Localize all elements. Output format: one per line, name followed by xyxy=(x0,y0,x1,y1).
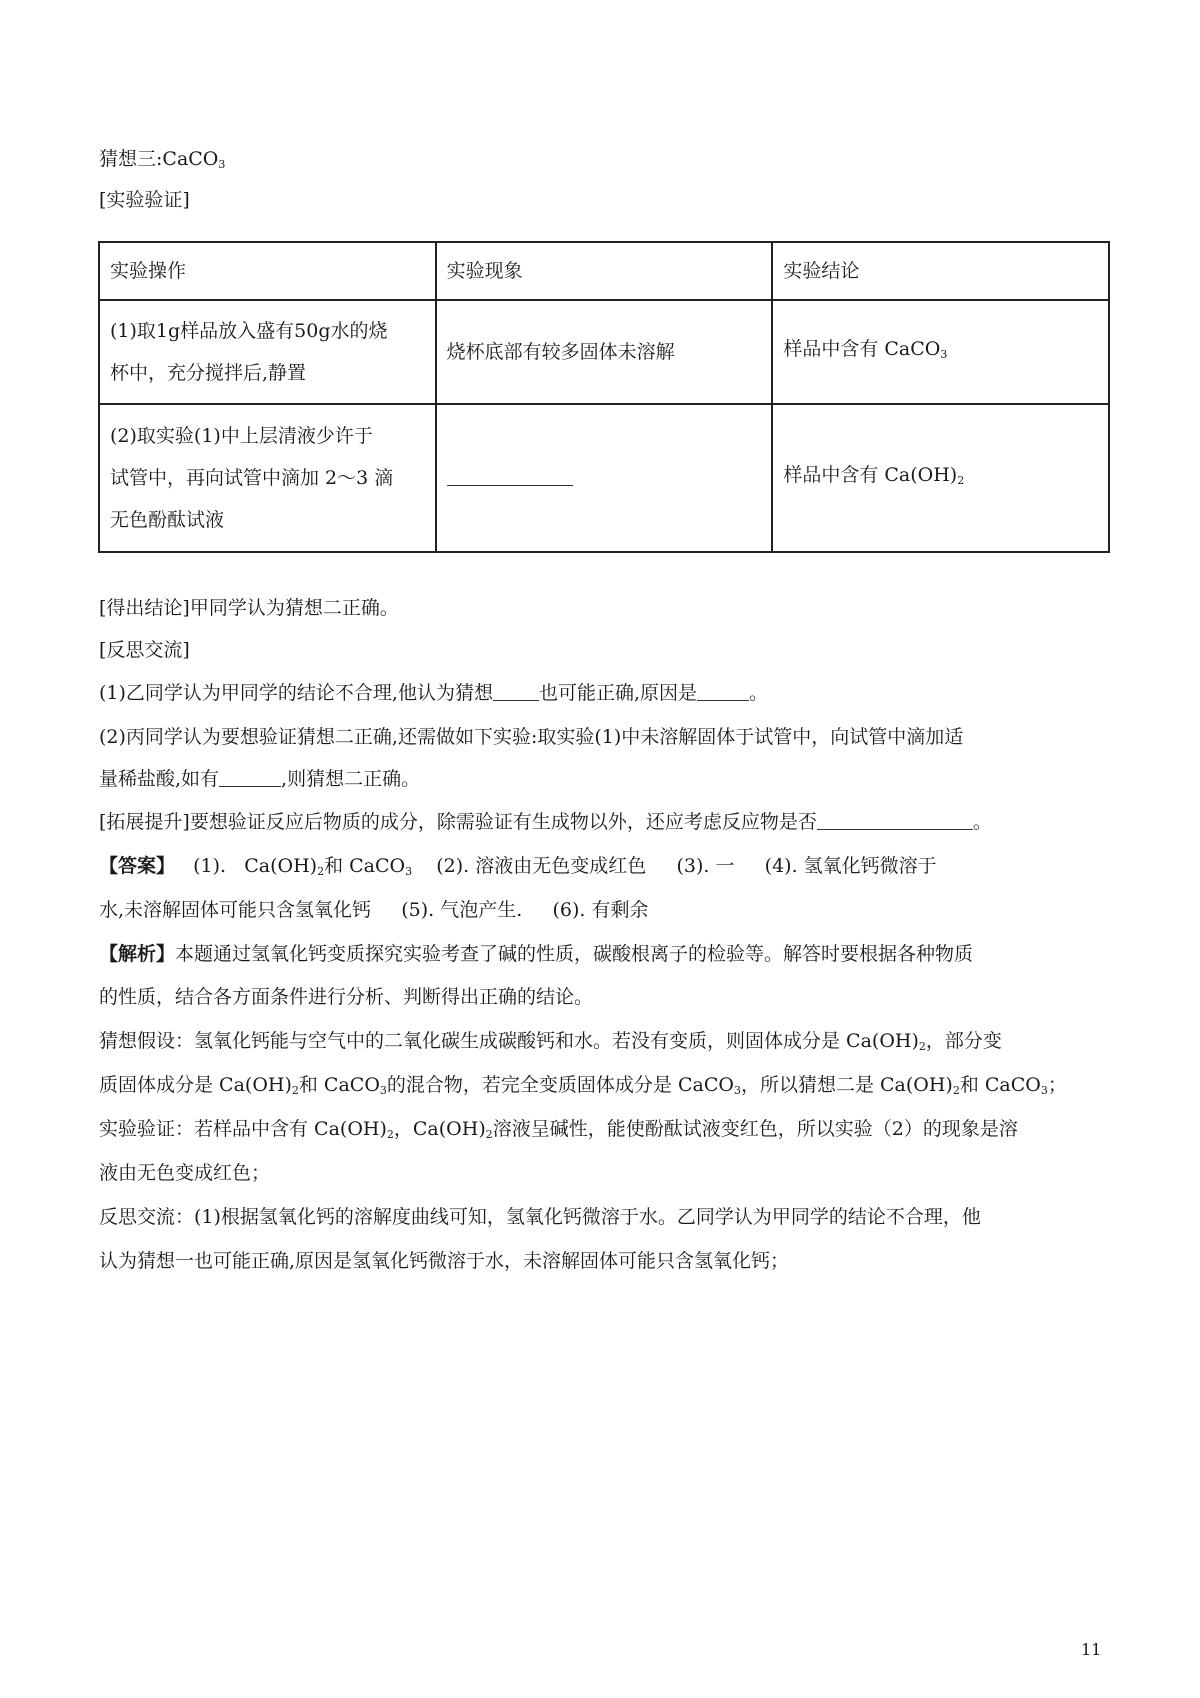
row1-conclusion: 样品中含有 CaCO$_3$ xyxy=(772,300,1109,404)
analysis-line6: 液由无色变成红色； xyxy=(99,1162,271,1184)
analysis-line5: 实验验证：若样品中含有 $Ca(OH)_2$，$Ca(OH)_2$溶液呈碱性，能使酚酞试液变红色，所以实验（2）的现象是溶 xyxy=(99,1118,1018,1141)
question-1: (1)乙同学认为甲同学的结论不合理,他认为猜想 也可能正确,原因是 。 xyxy=(99,682,769,704)
extend-line: [拓展提升]要想验证反应后物质的成分，除需验证有生成物以外，还应考虑反应物是否 。 xyxy=(99,811,992,833)
table-row xyxy=(99,300,1109,404)
analysis-line7: 反思交流：(1)根据氢氧化钙的溶解度曲线可知，氢氧化钙微溶于水。乙同学认为甲同学的结论不合理，他 xyxy=(99,1206,981,1228)
row2-operation: (2)取实验(1)中上层清液少许于 试管中，再向试管中滴加 2～3 滴 无色酚酞试液 xyxy=(99,404,436,552)
conclusion-line: [得出结论]甲同学认为猜想二正确。 xyxy=(99,597,399,619)
question-2-line1: (2)丙同学认为要想验证猜想二正确,还需做如下实验:取实验(1)中未溶解固体于试管中，向试管中滴加适 xyxy=(99,726,964,748)
analysis-line4: 质固体成分是 $Ca(OH)_2$和 CaCO$_3$的混合物，若完全变质固体成分是 CaCO$_3$，所以猜想二是 $Ca(OH)_2$和 CaCO$_3$； xyxy=(99,1074,1067,1097)
row1-operation: (1)取1g样品放入盛有50g水的烧 杯中，充分搅拌后,静置 xyxy=(99,300,436,404)
analysis-line3: 猜想假设：氢氧化钙能与空气中的二氧化碳生成碳酸钙和水。若没有变质，则固体成分是 $Ca(OH)_2$，部分变 xyxy=(99,1030,1002,1053)
page-number: 11 xyxy=(1081,1640,1102,1659)
analysis-line2: 的性质，结合各方面条件进行分析、判断得出正确的结论。 xyxy=(99,986,594,1008)
table-header-row xyxy=(99,242,1109,300)
analysis-line1: 【解析】本题通过氢氧化钙变质探究实验考查了碱的性质，碳酸根离子的检验等。解答时要根据各种物质 xyxy=(99,943,974,965)
question-2-line2: 量稀盐酸,如有 ,则猜想二正确。 xyxy=(99,768,421,790)
hypothesis-three: 猜想三:CaCO$_3$ xyxy=(99,148,226,171)
header-conclusion: 实验结论 xyxy=(772,242,1109,300)
answer-line2: 水,未溶解固体可能只含氢氧化钙 (5). 气泡产生. (6). 有剩余 xyxy=(99,899,649,921)
header-phenomenon: 实验现象 xyxy=(436,242,773,300)
reflection-heading: [反思交流] xyxy=(99,639,190,661)
answer-line1: 【答案】 (1). $Ca(OH)_2$和 CaCO$_3$ (2). 溶液由无色变成红色 (3). 一 (4). 氢氧化钙微溶于 xyxy=(99,855,937,878)
table-row xyxy=(99,404,1109,552)
row2-phenomenon-blank xyxy=(436,404,773,552)
header-operation: 实验操作 xyxy=(99,242,436,300)
section-verify-heading: [实验验证] xyxy=(99,189,190,211)
row1-phenomenon: 烧杯底部有较多固体未溶解 xyxy=(436,300,773,404)
analysis-line8: 认为猜想一也可能正确,原因是氢氧化钙微溶于水，未溶解固体可能只含氢氧化钙； xyxy=(99,1250,790,1272)
experiment-table xyxy=(98,241,1110,553)
row2-conclusion: 样品中含有 $Ca(OH)_2$ xyxy=(772,404,1109,552)
